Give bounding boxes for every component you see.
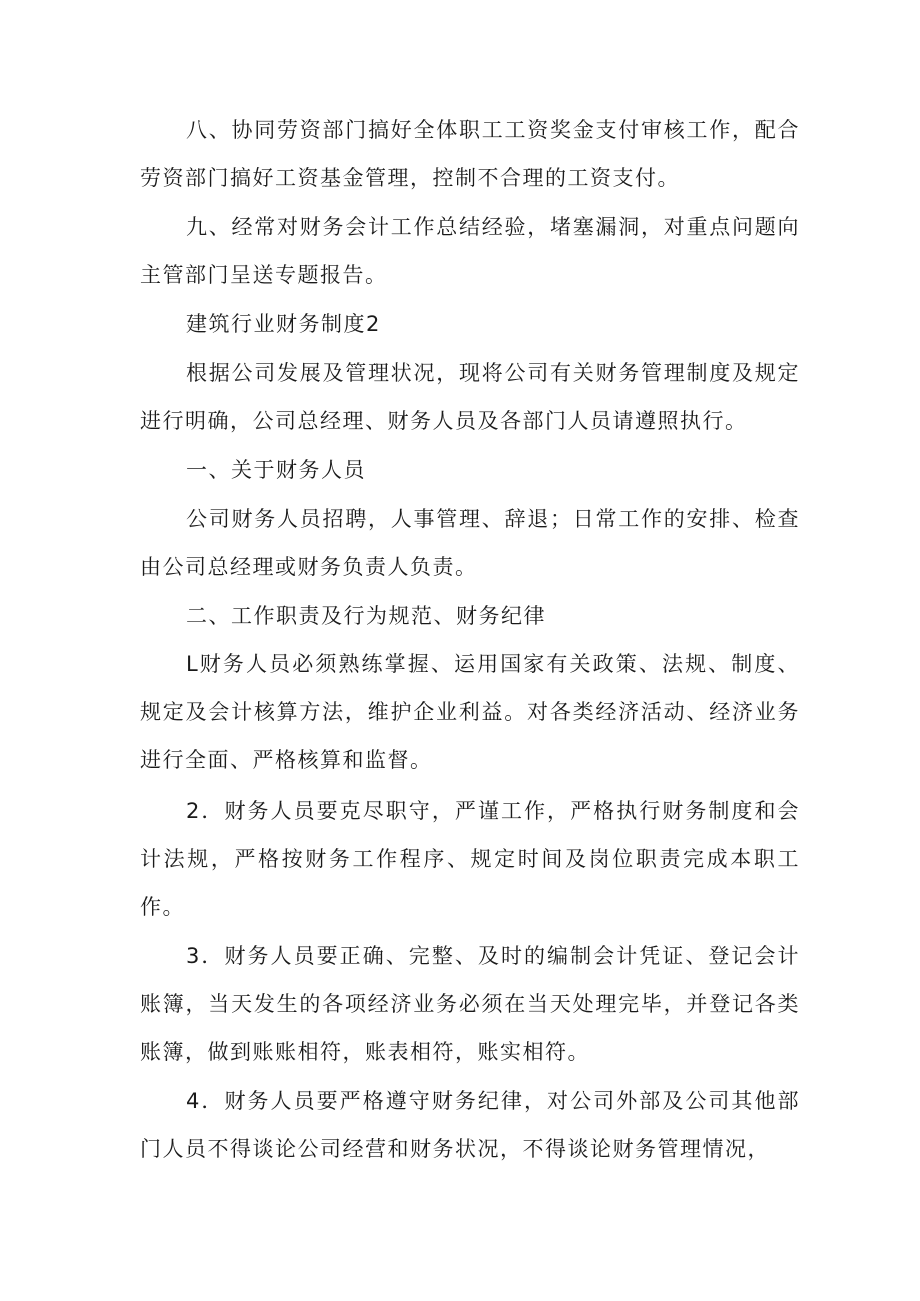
paragraph-staff-management: 公司财务人员招聘，人事管理、辞退；日常工作的安排、检查由公司总经理或财务负责人负责。 [140, 507, 800, 579]
paragraph-article-9: 九、经常对财务会计工作总结经验，堵塞漏洞，对重点问题向主管部门呈送专题报告。 [140, 215, 800, 287]
heading-finance-staff: 一、关于财务人员 [186, 458, 366, 482]
paragraph-item-1: L财务人员必须熟练掌握、运用国家有关政策、法规、制度、规定及会计核算方法，维护企业利益。对各类经济活动、经济业务进行全面、严格核算和监督。 [140, 652, 800, 772]
paragraph-item-4: 4．财务人员要严格遵守财务纪律，对公司外部及公司其他部门人员不得谈论公司经营和财务状况，不得谈论财务管理情况， [140, 1089, 800, 1161]
paragraph-item-2: 2．财务人员要克尽职守，严谨工作，严格执行财务制度和会计法规，严格按财务工作程序、规定时间及岗位职责完成本职工作。 [140, 799, 800, 919]
paragraph-item-3: 3．财务人员要正确、完整、及时的编制会计凭证、登记会计账簿，当天发生的各项经济业务必须在当天处理完毕，并登记各类账簿，做到账账相符，账表相符，账实相符。 [140, 944, 800, 1064]
paragraph-article-8: 八、协同劳资部门搞好全体职工工资奖金支付审核工作，配合劳资部门搞好工资基金管理，控制不合理的工资支付。 [140, 118, 800, 190]
paragraph-intro: 根据公司发展及管理状况，现将公司有关财务管理制度及规定进行明确，公司总经理、财务人员及各部门人员请遵照执行。 [140, 361, 800, 433]
section-title: 建筑行业财务制度2 [186, 312, 381, 336]
heading-duties-discipline: 二、工作职责及行为规范、财务纪律 [186, 604, 546, 628]
